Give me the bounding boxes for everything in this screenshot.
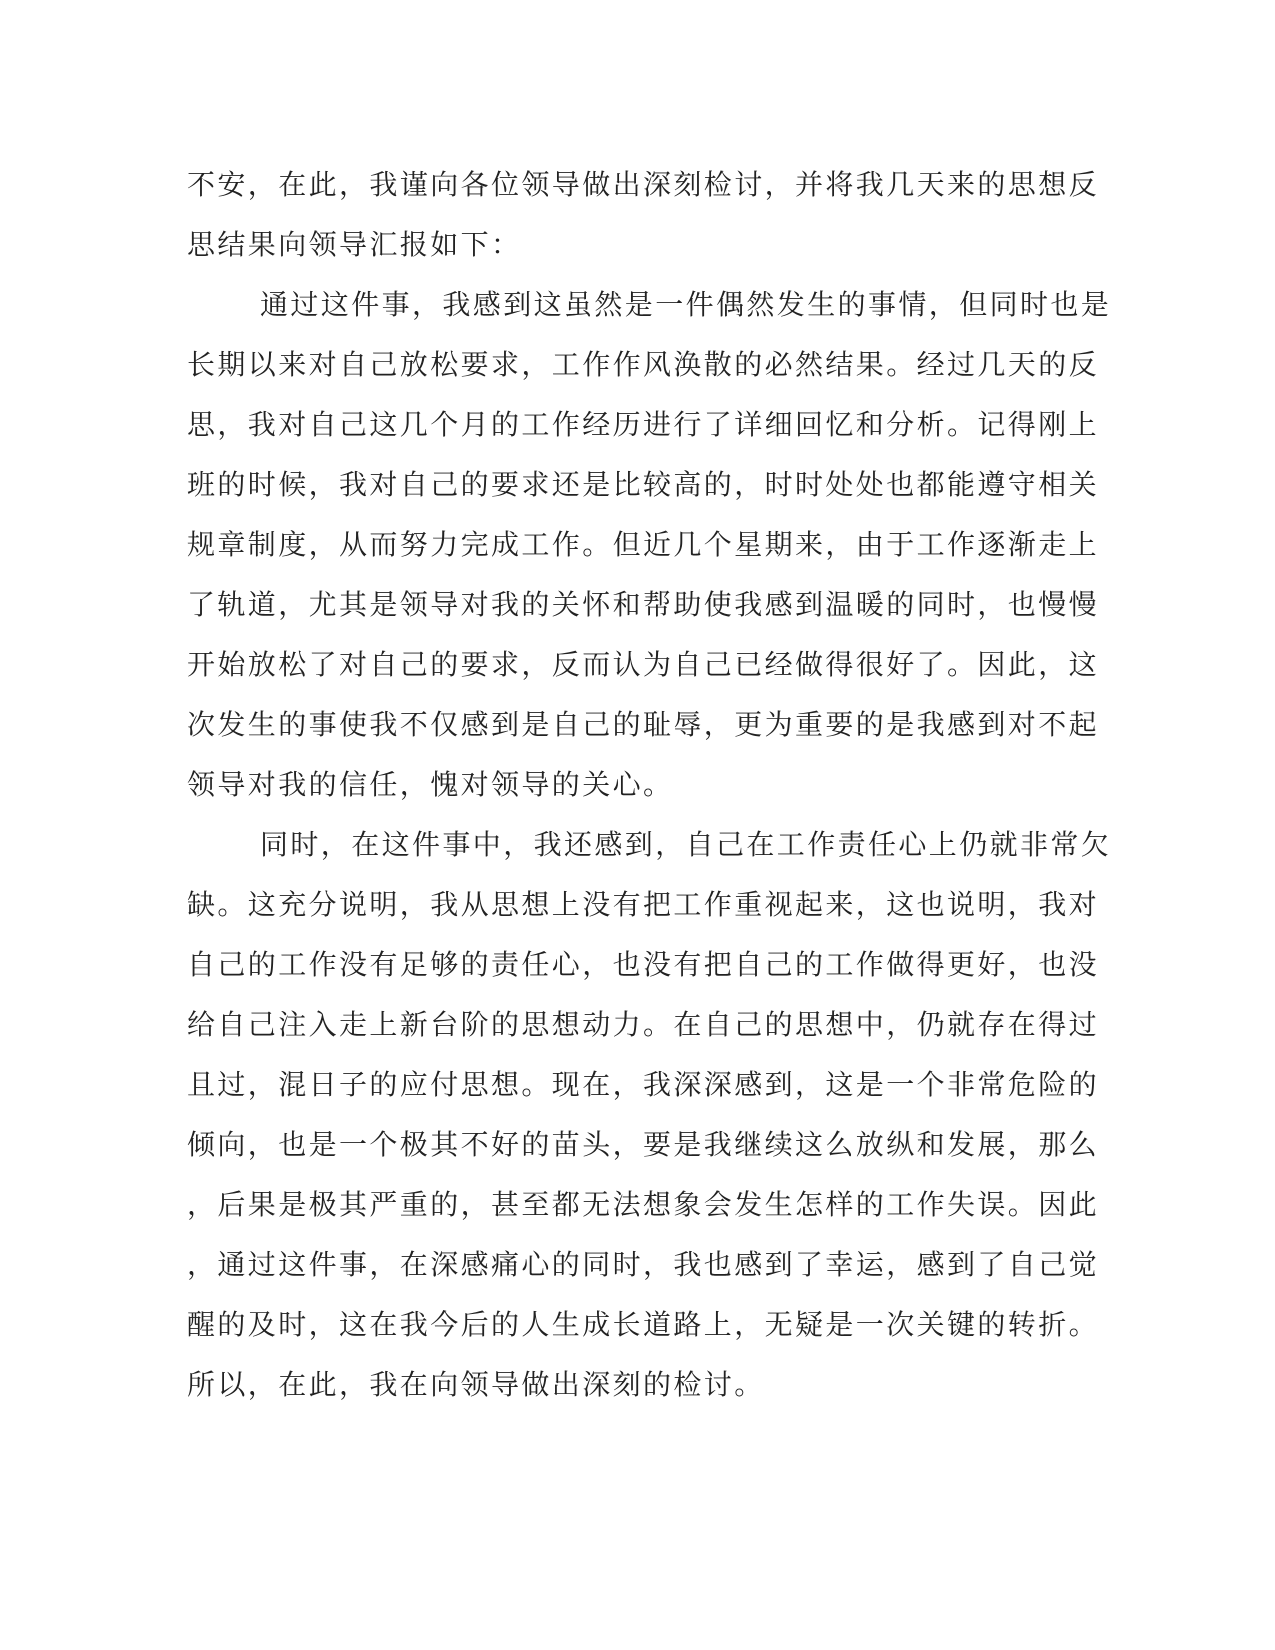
text-line: 思，我对自己这几个月的工作经历进行了详细回忆和分析。记得刚上 <box>187 408 1100 441</box>
text-line: 开始放松了对自己的要求，反而认为自己已经做得很好了。因此，这 <box>187 648 1100 681</box>
text-line: 醒的及时，这在我今后的人生成长道路上，无疑是一次关键的转折。 <box>187 1308 1100 1341</box>
text-line: 领导对我的信任，愧对领导的关心。 <box>187 768 674 801</box>
text-line: 长期以来对自己放松要求，工作作风涣散的必然结果。经过几天的反 <box>187 348 1100 381</box>
text-line: 所以，在此，我在向领导做出深刻的检讨。 <box>187 1368 765 1401</box>
text-line: ，通过这件事，在深感痛心的同时，我也感到了幸运，感到了自己觉 <box>187 1248 1100 1281</box>
text-line: 了轨道，尤其是领导对我的关怀和帮助使我感到温暖的同时，也慢慢 <box>187 588 1100 621</box>
text-line: 且过，混日子的应付思想。现在，我深深感到，这是一个非常危险的 <box>187 1068 1100 1101</box>
text-line: 次发生的事使我不仅感到是自己的耻辱，更为重要的是我感到对不起 <box>187 708 1100 741</box>
text-line: 给自己注入走上新台阶的思想动力。在自己的思想中，仍就存在得过 <box>187 1008 1100 1041</box>
text-line: 自己的工作没有足够的责任心，也没有把自己的工作做得更好，也没 <box>187 948 1100 981</box>
text-line: 班的时候，我对自己的要求还是比较高的，时时处处也都能遵守相关 <box>187 468 1100 501</box>
text-line: 不安，在此，我谨向各位领导做出深刻检讨，并将我几天来的思想反 <box>187 168 1100 201</box>
document-body <box>187 155 1112 1415</box>
paragraph-start-line: 同时，在这件事中，我还感到，自己在工作责任心上仍就非常欠 <box>260 828 1112 861</box>
text-line: ，后果是极其严重的，甚至都无法想象会发生怎样的工作失误。因此 <box>187 1188 1100 1221</box>
text-line: 缺。这充分说明，我从思想上没有把工作重视起来，这也说明，我对 <box>187 888 1100 921</box>
text-line: 倾向，也是一个极其不好的苗头，要是我继续这么放纵和发展，那么 <box>187 1128 1100 1161</box>
text-line: 规章制度，从而努力完成工作。但近几个星期来，由于工作逐渐走上 <box>187 528 1100 561</box>
paragraph-start-line: 通过这件事，我感到这虽然是一件偶然发生的事情，但同时也是 <box>260 288 1112 321</box>
text-line: 思结果向领导汇报如下： <box>187 228 522 261</box>
